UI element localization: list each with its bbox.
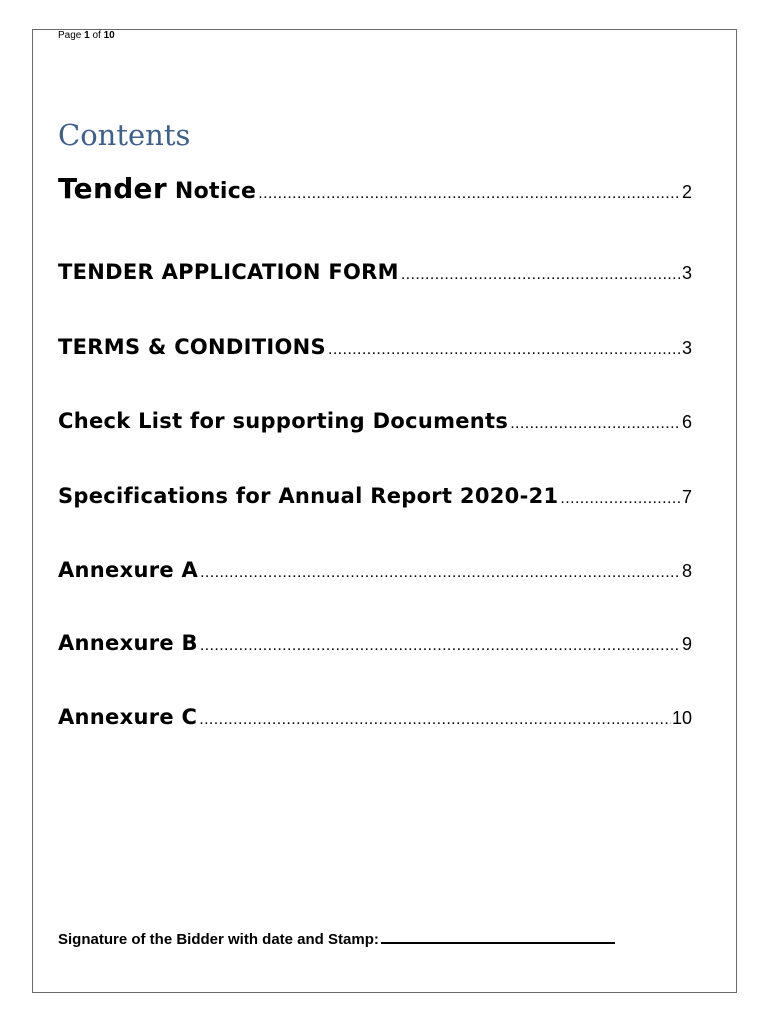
toc-dot-leader xyxy=(510,415,681,433)
toc-entry-page: 7 xyxy=(681,487,692,507)
toc-dot-leader xyxy=(560,490,681,508)
toc-dot-leader xyxy=(200,637,681,655)
toc-entry-title: Annexure A xyxy=(58,558,199,582)
page-number-prefix: Page xyxy=(58,30,82,41)
toc-entry-specifications[interactable] xyxy=(58,484,692,508)
page-number-total: 10 xyxy=(103,30,115,41)
toc-dot-leader xyxy=(328,341,681,359)
toc-entry-page: 10 xyxy=(671,708,692,728)
page-number-of: of xyxy=(92,30,101,41)
toc-entry-title: Check List for supporting Documents xyxy=(58,409,509,433)
toc-entry-page: 3 xyxy=(681,338,692,358)
toc-entry-title: TERMS & CONDITIONS xyxy=(58,335,326,359)
toc-entry-title-part: Tender xyxy=(58,172,167,205)
toc-entry-title: Annexure B xyxy=(58,631,198,655)
toc-entry-page: 9 xyxy=(681,634,692,654)
toc-entry-title: TENDER APPLICATION FORM xyxy=(58,260,399,284)
toc-dot-leader xyxy=(200,564,681,582)
toc-entry-terms-conditions[interactable] xyxy=(58,335,692,359)
toc-entry-page: 6 xyxy=(681,412,692,432)
toc-dot-leader xyxy=(258,185,681,203)
signature-line xyxy=(381,928,615,944)
toc-entry-annexure-b[interactable] xyxy=(58,631,692,655)
toc-dot-leader xyxy=(401,266,681,284)
toc-entry-page: 2 xyxy=(681,182,692,202)
toc-entry-title xyxy=(58,172,256,205)
page-number xyxy=(58,29,115,43)
toc-entry-page: 3 xyxy=(681,263,692,283)
toc-entry-annexure-c[interactable] xyxy=(58,705,692,729)
signature-block xyxy=(58,928,615,948)
toc-entry-tender-application-form[interactable] xyxy=(58,260,692,284)
signature-label: Signature of the Bidder with date and Stamp: xyxy=(58,931,379,948)
toc-entry-title: Specifications for Annual Report 2020-21 xyxy=(58,484,559,508)
toc-entry-title-part: Notice xyxy=(166,179,257,204)
toc-entry-annexure-a[interactable] xyxy=(58,558,692,582)
toc-entry-tender-notice[interactable] xyxy=(58,172,692,205)
toc-entry-title: Annexure C xyxy=(58,705,198,729)
toc-entry-page: 8 xyxy=(681,561,692,581)
toc-dot-leader xyxy=(199,711,671,729)
toc-entry-check-list[interactable] xyxy=(58,409,692,433)
page-number-current: 1 xyxy=(84,30,90,41)
contents-heading: Contents xyxy=(58,118,191,153)
